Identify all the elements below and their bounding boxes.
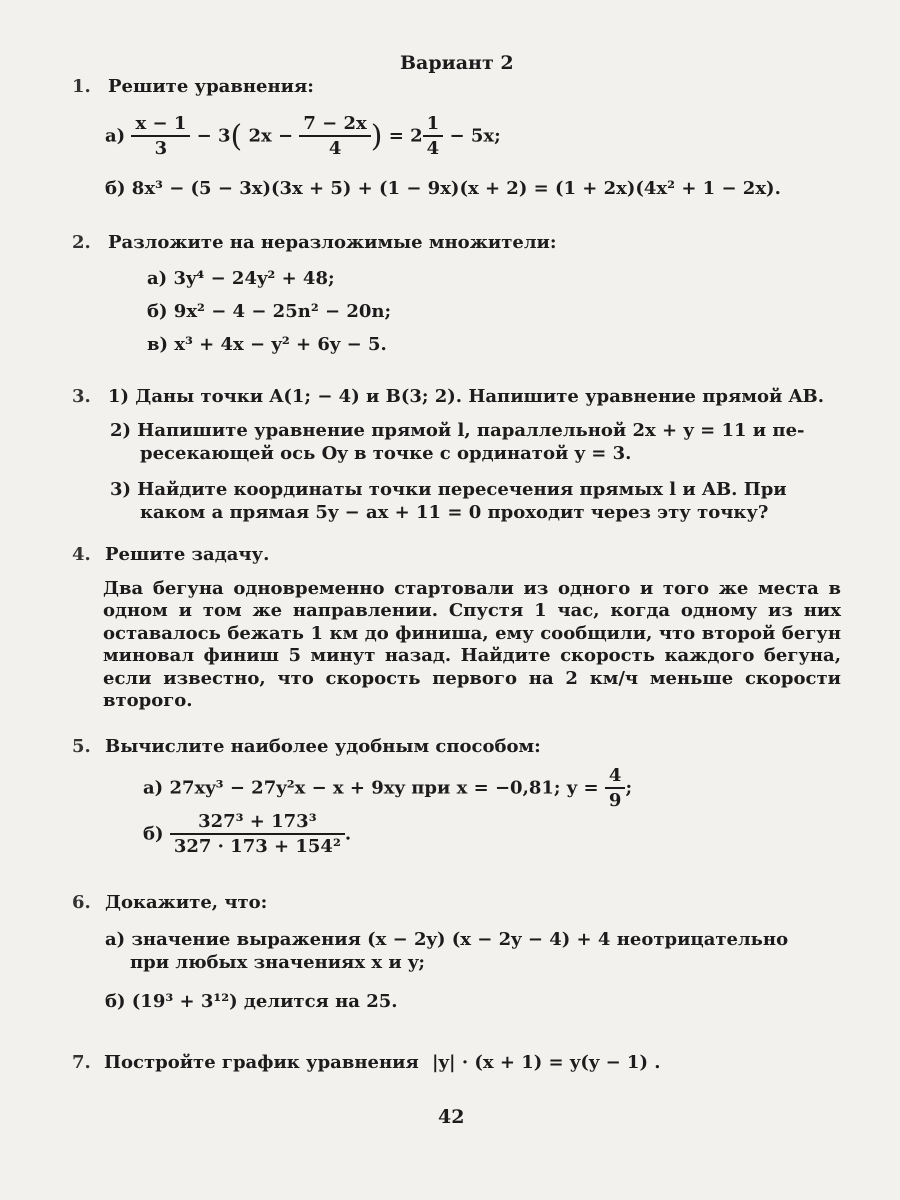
- page-title: Вариант 2: [400, 52, 514, 74]
- denominator: 327 · 173 + 154²: [173, 836, 341, 858]
- task-4-text: Решите задачу.: [105, 544, 270, 565]
- numerator: 1: [423, 112, 444, 137]
- task-5a-expression: а) 27xy³ − 27y²x − x + 9xy при x = −0,81; y =: [143, 777, 599, 799]
- task-6-text: Докажите, что:: [105, 892, 268, 913]
- task-3-part-1: 1) Даны точки A(1; − 4) и B(3; 2). Напишите уравнение прямой AB.: [108, 386, 825, 407]
- denominator: 3: [154, 138, 168, 160]
- page-number: 42: [438, 1106, 465, 1128]
- task-4-problem-text: Два бегуна одновременно стартовали из одного и того же места в одном и том же направлении. Спустя 1 час, когда одному из них оставалось бежать 1 км до финиша, ему сообщили, что второй бегун миновал финиш 5 минут назад. Найдите скорость каждого бегуна, если известно, что скорость первого на 2 км/ч меньше скорости второго.: [103, 578, 841, 712]
- task-5-text: Вычислите наиболее удобным способом:: [105, 736, 541, 757]
- task-2b: б) 9x² − 4 − 25n² − 20n;: [147, 301, 392, 322]
- task-1b-equation: б) 8x³ − (5 − 3x)(3x + 5) + (1 − 9x)(x + 2) = (1 + 2x)(4x² + 1 − 2x).: [105, 178, 781, 199]
- punctuation: ;: [625, 777, 633, 799]
- task-6-number: 6.: [72, 892, 91, 913]
- task-6a-line-1: а) значение выражения (x − 2y) (x − 2y − 4) + 4 неотрицательно: [105, 929, 789, 950]
- denominator: 4: [426, 138, 440, 160]
- term: = 2: [388, 125, 423, 147]
- term: 2x −: [248, 125, 294, 147]
- task-6a-line-2: при любых значениях x и y;: [130, 952, 426, 973]
- task-2a: а) 3y⁴ − 24y² + 48;: [147, 268, 335, 289]
- task-5-number: 5.: [72, 736, 91, 757]
- task-6b: б) (19³ + 3¹²) делится на 25.: [105, 991, 398, 1012]
- task-3-part-2-line-2: ресекающей ось Oy в точке с ординатой y = 3.: [140, 443, 632, 464]
- punctuation: .: [344, 823, 352, 845]
- task-7-number: 7.: [72, 1052, 91, 1073]
- numerator: 4: [605, 764, 626, 789]
- task-2c: в) x³ + 4x − y² + 6y − 5.: [147, 334, 387, 355]
- fraction: [605, 764, 626, 813]
- task-4-number: 4.: [72, 544, 91, 565]
- task-5a: [143, 764, 632, 813]
- task-3-number: 3.: [72, 386, 91, 407]
- fraction: [170, 810, 345, 859]
- task-2-number: 2.: [72, 232, 91, 253]
- task-3-part-3-line-1: 3) Найдите координаты точки пересечения прямых l и AB. При: [110, 479, 787, 500]
- numerator: 7 − 2x: [299, 112, 370, 137]
- term: − 5x;: [449, 125, 501, 147]
- task-5b-label: б): [143, 823, 164, 845]
- numerator: x − 1: [131, 112, 190, 137]
- fraction: [299, 112, 370, 161]
- fraction: [131, 112, 190, 161]
- numerator: 327³ + 173³: [170, 810, 345, 835]
- task-3-part-3-line-2: каком a прямая 5y − ax + 11 = 0 проходит через эту точку?: [140, 502, 769, 523]
- denominator: 4: [328, 138, 342, 160]
- term: − 3: [196, 125, 231, 147]
- task-7-text: Постройте график уравнения: [104, 1052, 419, 1073]
- task-2-text: Разложите на неразложимые множители:: [108, 232, 557, 253]
- task-1a-label: а): [105, 125, 126, 147]
- task-1-number: 1.: [72, 76, 91, 97]
- denominator: 9: [608, 790, 622, 812]
- task-3-part-2-line-1: 2) Напишите уравнение прямой l, параллельной 2x + y = 11 и пе-: [110, 420, 805, 441]
- fraction: [423, 112, 444, 161]
- task-1-text: Решите уравнения:: [108, 76, 314, 97]
- task-1a-equation: а) $\frac{x - 1}{3}$ − 3( 2x − $\frac{7 - 2x}{4}$ ) = 2 $\frac{1}{4}$ − 5x;: [105, 113, 501, 160]
- task-5b: [143, 810, 351, 859]
- task-7-equation: |y| · (x + 1) = y(y − 1) .: [432, 1052, 661, 1073]
